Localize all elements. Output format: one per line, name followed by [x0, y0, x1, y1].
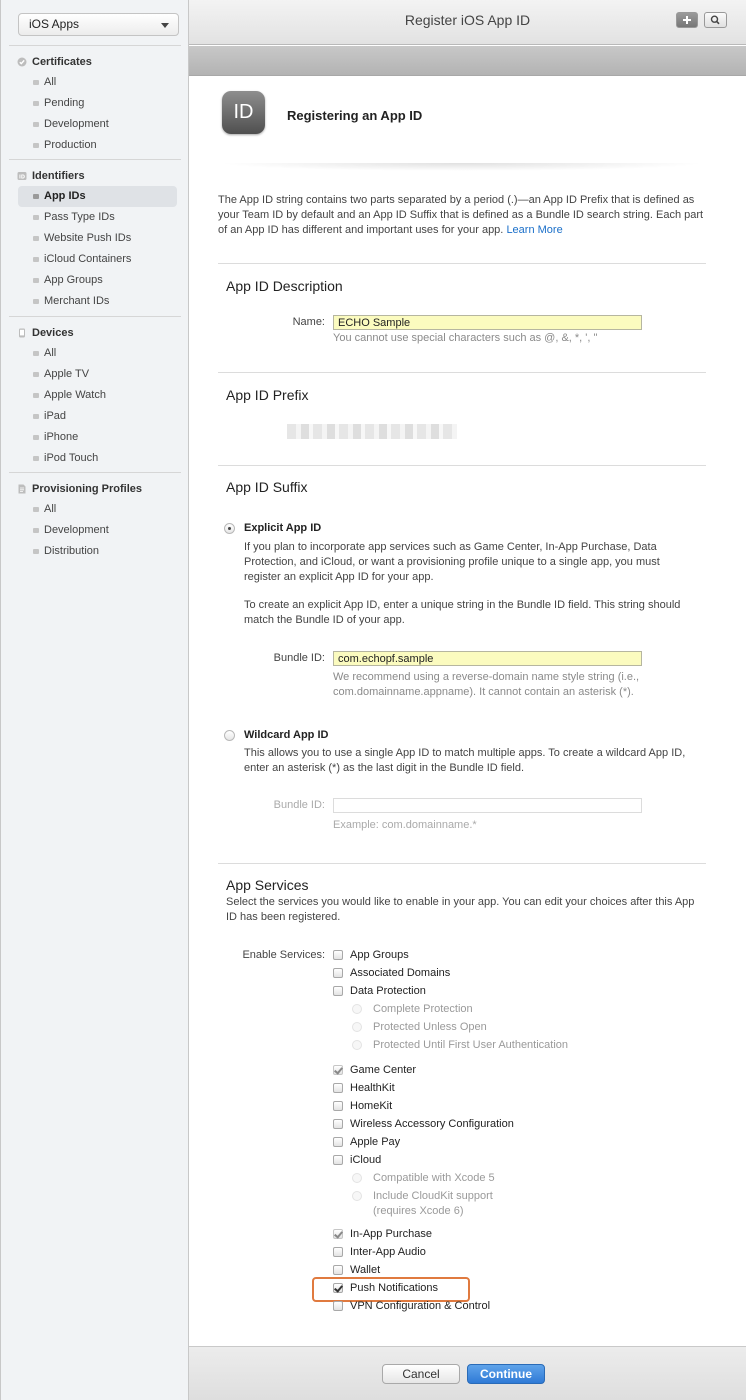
- healthkit-checkbox[interactable]: [333, 1083, 343, 1093]
- in-app-purchase-label[interactable]: In-App Purchase: [350, 1228, 432, 1240]
- sidebar-item-ipod-touch[interactable]: [1, 448, 189, 469]
- certificate-icon: [17, 57, 27, 67]
- protected-until-auth-radio[interactable]: [352, 1040, 362, 1050]
- app-id-icon-text: ID: [233, 101, 254, 123]
- sidebar-divider: [9, 472, 181, 473]
- sidebar-item-label: Website Push IDs: [44, 232, 132, 244]
- sidebar-header-label: Provisioning Profiles: [32, 483, 143, 495]
- inter-app-audio-checkbox[interactable]: [333, 1247, 343, 1257]
- intro-heading: Registering an App ID: [287, 108, 423, 123]
- sidebar-section-certificates: [1, 52, 189, 156]
- sidebar-item-label: Apple TV: [44, 368, 90, 380]
- bundle-id-input[interactable]: [333, 651, 642, 666]
- sidebar-item-label: iPhone: [44, 431, 79, 443]
- wildcard-bundle-id-hint: Example: com.domainname.*: [333, 819, 477, 831]
- sidebar-header-provisioning[interactable]: [1, 479, 189, 499]
- bullet-icon: [33, 372, 39, 377]
- sidebar-item-profiles-development[interactable]: [1, 520, 189, 541]
- complete-protection-radio[interactable]: [352, 1004, 362, 1014]
- sidebar-header-label: Devices: [32, 327, 74, 339]
- sidebar-section-provisioning: [1, 479, 189, 562]
- associated-domains-checkbox[interactable]: [333, 968, 343, 978]
- intro-description: [218, 193, 708, 238]
- sidebar-section-devices: [1, 323, 189, 469]
- protected-unless-open-label: Protected Unless Open: [373, 1021, 487, 1033]
- sidebar-item-devices-all[interactable]: [1, 343, 189, 364]
- sidebar-item-label: Development: [44, 524, 109, 536]
- wireless-accessory-checkbox[interactable]: [333, 1119, 343, 1129]
- sidebar-item-profiles-distribution[interactable]: [1, 541, 189, 562]
- bullet-icon: [33, 549, 39, 554]
- sidebar-item-icloud-containers[interactable]: [1, 249, 189, 270]
- wildcard-bundle-id-label: Bundle ID:: [273, 799, 325, 811]
- wildcard-app-id-label[interactable]: Wildcard App ID: [244, 729, 329, 741]
- sidebar-header-identifiers[interactable]: [1, 166, 189, 186]
- complete-protection-label: Complete Protection: [373, 1003, 473, 1015]
- app-groups-checkbox[interactable]: [333, 950, 343, 960]
- apple-pay-label[interactable]: Apple Pay: [350, 1136, 401, 1148]
- include-cloudkit-radio[interactable]: [352, 1191, 362, 1201]
- bullet-icon: [33, 122, 39, 127]
- explicit-app-id-radio[interactable]: [224, 523, 235, 534]
- app-id-description-title: App ID Description: [226, 278, 343, 294]
- explicit-description: If you plan to incorporate app services such as Game Center, In-App Purchase, Data Protection, and iCloud, or want a provisioning profile unique to a single app, you must register an explicit App ID for your app.: [244, 541, 660, 583]
- bullet-icon: [33, 257, 39, 262]
- intro-divider: [218, 163, 706, 171]
- sidebar-divider: [9, 316, 181, 317]
- inter-app-audio-label[interactable]: Inter-App Audio: [350, 1246, 426, 1258]
- sidebar-item-label: Production: [44, 139, 97, 151]
- team-id-prefix-redacted: [287, 424, 457, 439]
- wildcard-description: This allows you to use a single App ID to match multiple apps. To create a wildcard App ID, enter an asterisk (*) as the last digit in the Bundle ID field.: [244, 747, 686, 774]
- name-hint: You cannot use special characters such as @, &, *, ', ": [333, 332, 598, 344]
- sidebar-header-devices[interactable]: [1, 323, 189, 343]
- game-center-checkbox[interactable]: [333, 1065, 343, 1075]
- sidebar-item-label: All: [44, 347, 57, 359]
- bullet-icon: [33, 215, 39, 220]
- bullet-icon: [33, 435, 39, 440]
- protected-until-auth-label: Protected Until First User Authentication: [373, 1039, 569, 1051]
- sidebar-item-app-ids[interactable]: [18, 186, 177, 207]
- name-label: Name:: [292, 316, 325, 328]
- bullet-icon: [33, 80, 39, 85]
- sidebar-item-label: iPod Touch: [44, 452, 99, 464]
- sidebar-item-app-groups[interactable]: [1, 270, 189, 291]
- sidebar-item-label: Merchant IDs: [44, 295, 110, 307]
- push-notifications-highlight: [312, 1277, 470, 1302]
- search-icon: [705, 13, 726, 27]
- bullet-icon: [33, 101, 39, 106]
- data-protection-checkbox[interactable]: [333, 986, 343, 996]
- sidebar-item-label: All: [44, 503, 57, 515]
- toolbar-strip: [189, 46, 746, 76]
- sidebar-item-certificates-development[interactable]: [1, 114, 189, 135]
- section-divider: [218, 465, 706, 466]
- sidebar-item-iphone[interactable]: [1, 427, 189, 448]
- sidebar-item-label: iPad: [44, 410, 67, 422]
- associated-domains-label[interactable]: Associated Domains: [350, 967, 451, 979]
- bullet-icon: [33, 299, 39, 304]
- plus-icon: [677, 13, 697, 27]
- sidebar-item-label: App IDs: [44, 190, 86, 202]
- app-id-icon: [222, 91, 265, 134]
- app-id-prefix-title: App ID Prefix: [226, 387, 309, 403]
- platform-select[interactable]: [18, 13, 179, 36]
- sidebar-item-label: iCloud Containers: [44, 253, 132, 265]
- bundle-id-hint: We recommend using a reverse-domain name style string (i.e., com.domainname.appname). It cannot contain an asterisk (*).: [333, 671, 640, 698]
- protected-unless-open-radio[interactable]: [352, 1022, 362, 1032]
- sidebar-item-certificates-production[interactable]: [1, 135, 189, 156]
- apple-pay-checkbox[interactable]: [333, 1137, 343, 1147]
- footer-bar: [189, 1346, 746, 1400]
- svg-text:ID: ID: [18, 174, 26, 181]
- bullet-icon: [33, 528, 39, 533]
- wildcard-bundle-id-input[interactable]: [333, 798, 642, 813]
- wallet-checkbox[interactable]: [333, 1265, 343, 1275]
- section-divider: [218, 372, 706, 373]
- search-button[interactable]: [704, 12, 727, 28]
- sidebar-item-website-push-ids[interactable]: [1, 228, 189, 249]
- sidebar-item-profiles-all[interactable]: [1, 499, 189, 520]
- page-title: Register iOS App ID: [404, 12, 531, 28]
- bundle-id-label: Bundle ID:: [273, 652, 325, 664]
- profile-icon: [17, 484, 27, 494]
- explicit-app-id-label[interactable]: Explicit App ID: [244, 522, 322, 534]
- sidebar-item-label: All: [44, 76, 57, 88]
- include-cloudkit-label: Include CloudKit support: [373, 1190, 493, 1202]
- sidebar-header-label: Identifiers: [32, 170, 85, 182]
- sidebar-item-label: Development: [44, 118, 109, 130]
- add-button[interactable]: [676, 12, 698, 28]
- bullet-icon: [33, 351, 39, 356]
- bullet-icon: [33, 393, 39, 398]
- cancel-button[interactable]: Cancel: [382, 1364, 460, 1384]
- enable-services-label: Enable Services:: [242, 949, 325, 961]
- bullet-icon: [33, 414, 39, 419]
- homekit-checkbox[interactable]: [333, 1101, 343, 1111]
- sidebar-item-merchant-ids[interactable]: [1, 291, 189, 312]
- intro-description-text: The App ID string contains two parts separated by a period (.)—an App ID Prefix that is defined as your Team ID by default and an App ID Suffix that is defined as a Bundle ID search string. Each part of an App ID has different and important uses for your app.: [218, 194, 704, 236]
- sidebar-item-label: Pending: [44, 97, 85, 109]
- id-icon: [17, 171, 27, 181]
- continue-button[interactable]: Continue: [467, 1364, 545, 1384]
- sidebar-item-apple-watch[interactable]: [1, 385, 189, 406]
- wildcard-app-id-radio[interactable]: [224, 730, 235, 741]
- section-divider: [218, 863, 706, 864]
- sidebar-header-label: Certificates: [32, 56, 92, 68]
- title-bar: [189, 0, 746, 45]
- push-notifications-label[interactable]: Push Notifications: [350, 1282, 439, 1294]
- sidebar-item-label: Distribution: [44, 545, 100, 557]
- chevron-down-icon: [161, 23, 169, 28]
- sidebar-item-apple-tv[interactable]: [1, 364, 189, 385]
- icloud-checkbox[interactable]: [333, 1155, 343, 1165]
- sidebar: [0, 0, 189, 1400]
- platform-select-label: iOS Apps: [29, 17, 80, 31]
- sidebar-section-identifiers: [1, 166, 189, 312]
- sidebar-item-ipad[interactable]: [1, 406, 189, 427]
- sidebar-divider: [9, 159, 181, 160]
- bullet-icon: [33, 194, 39, 199]
- bullet-icon: [33, 456, 39, 461]
- explicit-instructions: To create an explicit App ID, enter a unique string in the Bundle ID field. This string should match the Bundle ID of your app.: [244, 599, 681, 626]
- sidebar-item-certificates-pending[interactable]: [1, 93, 189, 114]
- app-services-description: Select the services you would like to enable in your app. You can edit your choices after this App ID has been registered.: [226, 896, 695, 923]
- bullet-icon: [33, 236, 39, 241]
- learn-more-link[interactable]: Learn More: [506, 224, 563, 236]
- compatible-xcode5-label: Compatible with Xcode 5: [373, 1172, 495, 1184]
- include-cloudkit-note: (requires Xcode 6): [373, 1205, 464, 1217]
- bullet-icon: [33, 507, 39, 512]
- app-id-suffix-title: App ID Suffix: [226, 479, 308, 495]
- section-divider: [218, 263, 706, 264]
- vpn-checkbox[interactable]: [333, 1301, 343, 1311]
- game-center-label[interactable]: Game Center: [350, 1064, 417, 1076]
- sidebar-item-label: App Groups: [44, 274, 103, 286]
- name-input[interactable]: [333, 315, 642, 330]
- vpn-label[interactable]: VPN Configuration & Control: [350, 1300, 491, 1312]
- sidebar-item-label: Apple Watch: [44, 389, 106, 401]
- main-content: [189, 76, 746, 1346]
- bullet-icon: [33, 278, 39, 283]
- compatible-xcode5-radio[interactable]: [352, 1173, 362, 1183]
- sidebar-header-certificates[interactable]: [1, 52, 189, 72]
- bullet-icon: [33, 143, 39, 148]
- homekit-label[interactable]: HomeKit: [350, 1100, 393, 1112]
- icloud-label[interactable]: iCloud: [350, 1154, 382, 1166]
- device-icon: [17, 328, 27, 338]
- sidebar-item-certificates-all[interactable]: [1, 72, 189, 93]
- healthkit-label[interactable]: HealthKit: [350, 1082, 395, 1094]
- data-protection-label[interactable]: Data Protection: [350, 985, 426, 997]
- app-services-title: App Services: [226, 877, 309, 893]
- wireless-accessory-label[interactable]: Wireless Accessory Configuration: [350, 1118, 514, 1130]
- sidebar-item-label: Pass Type IDs: [44, 211, 115, 223]
- sidebar-divider: [9, 45, 181, 46]
- sidebar-item-pass-type-ids[interactable]: [1, 207, 189, 228]
- wallet-label[interactable]: Wallet: [350, 1264, 381, 1276]
- in-app-purchase-checkbox[interactable]: [333, 1229, 343, 1239]
- app-groups-label[interactable]: App Groups: [350, 949, 409, 961]
